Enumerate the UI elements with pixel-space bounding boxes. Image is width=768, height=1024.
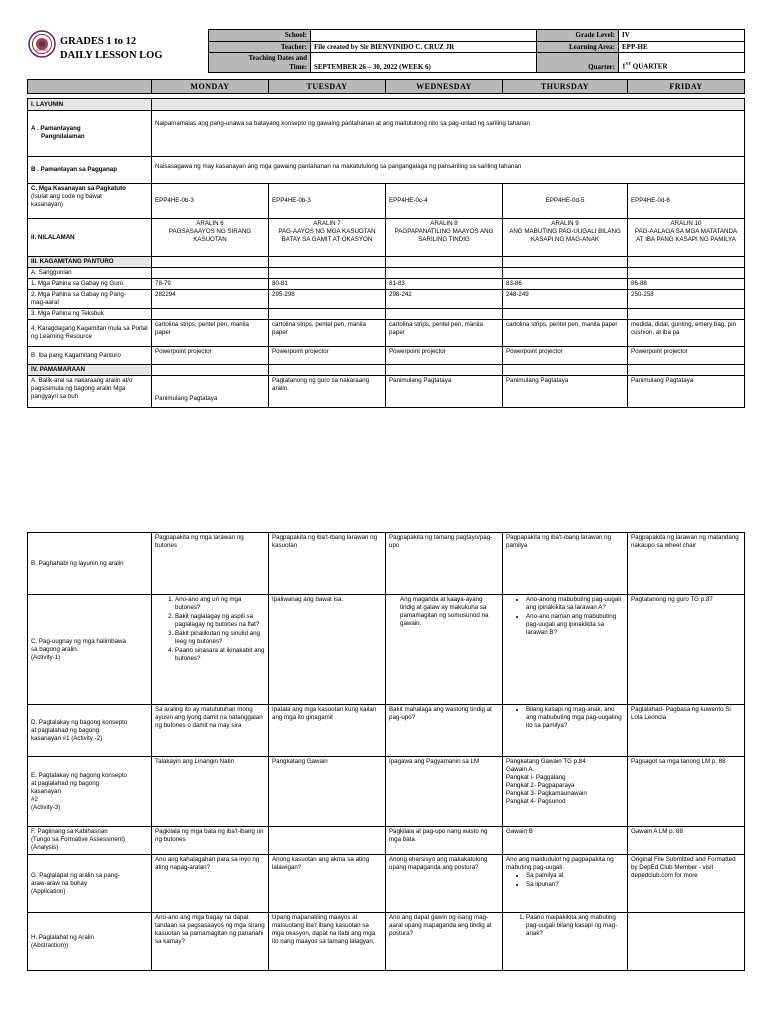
gabay-magaaral-label-line1: 2. Mga Pahina sa Gabay ng Pang-: [31, 291, 126, 298]
pagtalakay-1-label-line2: at paglalahad ng bagong: [31, 726, 100, 734]
sanggunian-label: A. Sanggunian: [28, 268, 152, 279]
list-item: Pangkatang Gawain TG p.84: [506, 758, 586, 765]
teksbuk-friday: [628, 309, 745, 320]
pag-uugnay-tuesday: Ipaliwanag ang bawat isa.: [269, 595, 386, 705]
aralin-thursday: ARALIN 9 ANG MABUTING PAG-UUGALI BILANG KASAPI NG MAG-ANAK: [503, 219, 628, 257]
list-item: Pangkat 3- Pagkamaunawain: [506, 790, 587, 797]
aralin-monday: ARALIN 6 PAGSASAAYOS NG SIRANG KASUOTAN: [152, 219, 269, 257]
teaching-dates-label-line2: Time:: [289, 62, 307, 71]
iba-kagamitan-tuesday: Powerpoint projector: [269, 347, 386, 365]
pamantayan-pagganap-label: B . Pamantayan sa Pagganap: [28, 157, 152, 184]
list-item: 4. Paano sinasara at ikinakabit ang butones?: [175, 647, 265, 663]
pagtalakay-1-thursday-list: [506, 706, 624, 730]
pagtalakay-2-friday: Pagsagot sa mga tanong LM p. 88: [628, 757, 745, 827]
pamamaraan-tuesday: [269, 365, 386, 376]
gabay-magaaral-label: [28, 290, 152, 309]
quarter-value: [619, 53, 745, 73]
paghahabi-monday: Pagpapakita ng mga larawan ng butones: [152, 533, 269, 595]
pamantayang-pangnilalaman-text: Naipamamalas ang pang-unawa sa batayang konsepto ng gawaing pantahanan at ang maitutulong nito sa pag-unlad ng sariling tahanan: [152, 111, 745, 157]
aralin-friday: ARALIN 10 PAG-AALAGA SA MGA MATATANDA AT IBA PANG KASAPI NG PAMILYA: [628, 219, 745, 257]
day-wednesday: WEDNESDAY: [386, 80, 503, 94]
paglalahat-tuesday: Upang mapanatiling maayos at malsuotang iba't ibang kasuotan sa mga okasyon, dapat na itabi ang mga ito nang maayos sa tamang lalagyan,: [269, 913, 386, 971]
pamamaraan-monday: [152, 365, 269, 376]
list-item: Pangkat I- Paggalang: [506, 774, 566, 781]
pag-uugnay-label: [28, 595, 152, 705]
pamamaraan-wednesday: [386, 365, 503, 376]
paglinang-wednesday: Pagkilala at pag-upo nang wasto ng mga bata: [386, 827, 503, 855]
pagtalakay-2-label-line4: #2: [31, 795, 38, 803]
gabay-guro-label: 1. Mga Pahina sa Gabay ng Guro: [28, 279, 152, 290]
pag-uugnay-label-line1: C. Pag-uugnay ng mga halimbawa: [31, 637, 126, 645]
gabay-magaaral-thursday: 248-249: [503, 290, 628, 309]
paghahabi-friday: Pagpapakita ng larawan ng matandang nakaupo sa wheel chair: [628, 533, 745, 595]
list-item: • Sa pamilya at: [526, 872, 624, 880]
quarter-label: Quarter:: [537, 53, 619, 73]
paglalahat-label: [28, 913, 152, 971]
iba-kagamitan-thursday: Powerpoint projector: [503, 347, 628, 365]
kasanayan-label-line2: (Isulat ang code ng bawat: [31, 193, 102, 200]
kagamitan-label: III. KAGAMITANG PANTURO: [28, 257, 152, 268]
quarter-text: QUARTER: [631, 62, 668, 71]
quarter-suffix: ST: [625, 61, 632, 67]
iba-kagamitan-friday: Powerpoint projector: [628, 347, 745, 365]
teksbuk-thursday: [503, 309, 628, 320]
paghahabi-label: B. Paghahabi ng layunin ng aralin: [28, 533, 152, 595]
layunin-cell: [152, 99, 745, 111]
gabay-guro-friday: 86-88: [628, 279, 745, 290]
paglinang-label-line2: (Tungo sa Formative Assessment): [31, 836, 125, 843]
aralin-tuesday: ARALIN 7 PAG-AAYOS NG MGA KASUOTAN BATAY SA GAMIT AT OKASYON: [269, 219, 386, 257]
karagdagang-thursday: cartolina strips, pentel pen, manila paper: [503, 320, 628, 347]
paglalapat-monday: Ano ang kahalagahan para sa inyo ng ating napag-aralan?: [152, 855, 269, 913]
paglinang-label-line1: F. Paglinang sa Kabihasnan: [31, 828, 108, 835]
learning-area-label: Learning Area:: [537, 41, 619, 53]
list-item: • Ano-anong mabubuting pag-uugali ang ipinakikita sa larawan A?: [526, 596, 624, 612]
paglalapat-label: [28, 855, 152, 913]
kagamitan-friday: [628, 257, 745, 268]
pag-uugnay-monday-list: [155, 596, 265, 663]
code-monday: EPP4HE-0b-3: [152, 184, 269, 219]
pagtalakay-1-thursday: [503, 705, 628, 757]
list-item: • Sa lipunan?: [526, 881, 624, 889]
pagtalakay-1-friday: Paglalahad- Pagbasa ng kuwento Si Lola Leoncia: [628, 705, 745, 757]
paglalapat-friday: Original File Submitted and Formatted by DepEd Club Member - visit depedclub.com for more: [628, 855, 745, 913]
iba-kagamitan-wednesday: Powerpoint projector: [386, 347, 503, 365]
code-tuesday: EPP4HE-0b-3: [269, 184, 386, 219]
days-header-row: [28, 80, 745, 94]
teksbuk-monday: [152, 309, 269, 320]
pagtalakay-2-label-line5: (Activity-3): [31, 803, 61, 811]
paglalapat-thursday: [503, 855, 628, 913]
list-item: Pangkat 4- Pagsunod: [506, 798, 566, 805]
balik-aral-label: A. Balik-aral sa nakaraang aralin at/o pagsisimula ng bagong aralin Mga pangyayri sa buh: [28, 376, 152, 408]
gabay-guro-thursday: 83-86: [503, 279, 628, 290]
teaching-dates-label-line1: Teaching Dates and: [248, 54, 307, 62]
teksbuk-wednesday: [386, 309, 503, 320]
pag-uugnay-wednesday: Ang maganda at kaaya-ayang tindig at galaw ay makukuha sa pamamagitan ng sumusunod na gawain.: [386, 595, 503, 705]
iba-kagamitan-monday: Powerpoint projector: [152, 347, 269, 365]
kasanayan-label-line1: C. Mga Kasanayan sa Pagkatuto: [31, 185, 126, 192]
pamamaraan-friday: [628, 365, 745, 376]
paglalahat-monday: Ano-ano ang mga bagay na dapat tandaan sa pagsasaayos ng mga sirang kasuotan sa pamamagitan ng pananahi sa kamay?: [152, 913, 269, 971]
pagtalakay-1-label-line1: D. Pagtalakay ng bagong konsepto: [31, 718, 128, 726]
paglalahat-thursday: [503, 913, 628, 971]
code-wednesday: EPP4HE-0c-4: [386, 184, 503, 219]
paghahabi-wednesday: Pagpapakita ng tamang pagtayo/pag-upo: [386, 533, 503, 595]
pag-uugnay-monday: [152, 595, 269, 705]
teaching-dates-label: [209, 53, 311, 73]
aralin-wednesday: ARALIN 8 PAGPAPANATILING MAAYOS ANG SARILING TINDIG: [386, 219, 503, 257]
paglalahat-thursday-list: [506, 914, 624, 938]
gabay-guro-wednesday: 81-83: [386, 279, 503, 290]
paglinang-label-line3: (Analysis): [31, 844, 59, 851]
lesson-log-table-part2: [27, 532, 745, 971]
list-item: 1. Paano maipakikita ang mabuting pag-uugali bilang kasapi ng mag-anak?: [526, 914, 624, 938]
kagamitan-monday: [152, 257, 269, 268]
paghahabi-tuesday: Pagpapakita ng iba't-ibang larawan ng kasuotan: [269, 533, 386, 595]
teacher-value: File created by Sir BIENVINIDO C. CRUZ JR: [311, 41, 537, 53]
day-friday: FRIDAY: [628, 80, 745, 94]
grade-level-label: Grade Level:: [537, 30, 619, 42]
paglinang-thursday: Gawain B: [503, 827, 628, 855]
list-item: 3. Bakit pinaiikutan ng sinulid ang leeg ng butones?: [175, 630, 265, 646]
pagtalakay-2-wednesday: Ipagawa ang Pagyamanin sa LM: [386, 757, 503, 827]
sanggunian-friday: [628, 268, 745, 279]
balik-aral-friday: Panimulang Pagtataya: [628, 376, 745, 408]
pagtalakay-2-thursday: [503, 757, 628, 827]
grade-level-value: IV: [619, 30, 745, 42]
pagtalakay-2-label-line2: at paglalahad ng bagong: [31, 779, 100, 787]
pagtalakay-1-wednesday: Bakit mahalaga ang wastong tindig at pag-upo?: [386, 705, 503, 757]
iba-kagamitan-label: B. Iba pang Kagamitang Panturo: [28, 347, 152, 365]
paglalapat-tuesday: Anong kasuotan ang akma sa ating lalawigan?: [269, 855, 386, 913]
karagdagang-monday: cartolina strips, pentel pen, manila paper: [152, 320, 269, 347]
paglinang-tuesday: [269, 827, 386, 855]
pag-uugnay-label-line3: (Activity-1): [31, 653, 61, 661]
paglinang-monday: Pagkilala ng mga bata ng iba't-ibang uri ng butones: [152, 827, 269, 855]
header-info-table: [208, 29, 745, 73]
day-tuesday: TUESDAY: [269, 80, 386, 94]
list-item: Gawain A.: [506, 766, 535, 773]
sanggunian-tuesday: [269, 268, 386, 279]
pagtalakay-1-label-line3: kasanayan #1 (Activity -2): [31, 734, 103, 742]
paghahabi-thursday: Pagpapakita ng iba't-ibang larawan ng pamilya: [503, 533, 628, 595]
list-item: Pangkat 2- Pagpaparaya: [506, 782, 575, 789]
teacher-label: Teacher:: [209, 41, 311, 53]
teaching-dates-value: SEPTEMBER 26 – 30, 2022 (WEEK 6): [311, 53, 537, 73]
balik-aral-thursday: Panimulang Pagtataya: [503, 376, 628, 408]
pamamaraan-label: IV. PAMAMARAAN: [28, 365, 152, 376]
gabay-magaaral-friday: 250-258: [628, 290, 745, 309]
karagdagang-label: 4. Karagdagang Kagamitan mula sa Portal ng Learning Resource: [28, 320, 152, 347]
list-item: • Ano-ano naman ang mabubuting pag-uugali ang ipinakikita sa larawan B?: [526, 613, 624, 637]
pamantayang-pangnilalaman-label: [28, 111, 152, 157]
paglalapat-wednesday: Anong ehersisyo ang makakatulong upang mapaganda ang postura?: [386, 855, 503, 913]
pamantayang-label-line1: A . Pamantayang: [31, 125, 81, 132]
list-item: • Bilang kasapi ng mag-anak, ano ang mabubuting mga pag-uugaling ito sa pamilya?: [526, 706, 624, 730]
code-friday: EPP4HE-0d-6: [628, 184, 745, 219]
quarter-number: 1: [622, 62, 626, 71]
balik-aral-tuesday: Pagtatanong ng guro sa nakaraang aralin.: [269, 376, 386, 408]
form-title-daily-lesson-log: DAILY LESSON LOG: [60, 50, 163, 61]
gabay-guro-tuesday: 80-81: [269, 279, 386, 290]
kagamitan-thursday: [503, 257, 628, 268]
pagtalakay-1-monday: Sa araling ito ay matututuhan mong ayusin ang iyong damit na natanggalan ng butones o damit na may sira: [152, 705, 269, 757]
kagamitan-wednesday: [386, 257, 503, 268]
pagtalakay-2-label-line1: E. Pagtalakay ng bagong konsepto: [31, 771, 127, 779]
pagtalakay-2-tuesday: Pangkatang Gawain: [269, 757, 386, 827]
pag-uugnay-label-line2: sa bagong aralin.: [31, 645, 79, 653]
pagtalakay-2-monday: Talakayin ang Linangin Natin: [152, 757, 269, 827]
kasanayan-label-line3: kasanayan): [31, 201, 63, 208]
pag-uugnay-friday: Pagtatanong ng guro TG p.87: [628, 595, 745, 705]
paglinang-label: [28, 827, 152, 855]
karagdagang-wednesday: cartolina strips, pentel pen, manila paper: [386, 320, 503, 347]
code-thursday: EPP4HE-0d-5: [503, 184, 628, 219]
paglalapat-thursday-list: [506, 872, 624, 889]
paglalahat-friday: [628, 913, 745, 971]
pagtalakay-1-tuesday: Ipatala ang mga kasuotan kung kailan ang mga ito ginagamit: [269, 705, 386, 757]
pagtalakay-2-label-line3: kasanayan: [31, 787, 61, 795]
teksbuk-tuesday: [269, 309, 386, 320]
school-label: School:: [209, 30, 311, 42]
paglalahat-label-line2: (Abstraction)): [31, 941, 69, 949]
pagtalakay-2-label: [28, 757, 152, 827]
learning-area-value: EPP-HE: [619, 41, 745, 53]
layunin-label: I. LAYUNIN: [28, 99, 152, 111]
pamantayang-label-line2: Pangnilalaman: [41, 133, 85, 140]
day-monday: MONDAY: [152, 80, 269, 94]
school-value: [311, 30, 537, 42]
pamamaraan-thursday: [503, 365, 628, 376]
sanggunian-monday: [152, 268, 269, 279]
kasanayan-label: [28, 184, 152, 219]
pamantayan-pagganap-text: Naisasagawa ng may kasanayan ang mga gawaing pantahanan na makatutulong sa pangangalaga ng pansariling sa sariling tahanan: [152, 157, 745, 184]
gabay-magaaral-monday: 282294: [152, 290, 269, 309]
balik-aral-wednesday: Panimulang Pagtataya: [386, 376, 503, 408]
deped-seal-logo: [28, 30, 56, 58]
karagdagang-friday: medida, didal, gunting, emery bag, pin cushion, at iba pa: [628, 320, 745, 347]
day-thursday: THURSDAY: [503, 80, 628, 94]
nilalaman-label: II. NILALAMAN: [28, 219, 152, 257]
sanggunian-thursday: [503, 268, 628, 279]
paglalapat-label-line3: (Application): [31, 887, 66, 895]
list-item: 2. Bakit naglalagay ng aspili sa paglalagay ng butones na flat?: [175, 613, 265, 629]
paglinang-friday: Gawain A LM p. 88: [628, 827, 745, 855]
lesson-log-table-part1: [27, 79, 745, 408]
gabay-magaaral-label-line2: mag-aaral: [31, 299, 59, 306]
teksbuk-label: 3. Mga Pahina ng Teksbuk: [28, 309, 152, 320]
gabay-magaaral-tuesday: 295-298: [269, 290, 386, 309]
paglalapat-label-line1: G. Paglalapat ng aralin sa pang-: [31, 871, 120, 879]
kagamitan-tuesday: [269, 257, 386, 268]
paglalahat-label-line1: H. Paglalahat ng Aralin: [31, 933, 94, 941]
pag-uugnay-thursday-list: [506, 596, 624, 637]
days-header-corner: [28, 80, 152, 94]
balik-aral-monday: Panimulang Pagtataya: [152, 376, 269, 408]
paglalapat-label-line2: araw-araw na buhay: [31, 879, 88, 887]
list-item: 1. Ano-ano ang uri ng mga butones?: [175, 596, 265, 612]
pagtalakay-1-label: [28, 705, 152, 757]
karagdagang-tuesday: cartolina strips, pentel pen, manila paper: [269, 320, 386, 347]
gabay-magaaral-wednesday: 298-242: [386, 290, 503, 309]
pag-uugnay-thursday: [503, 595, 628, 705]
sanggunian-wednesday: [386, 268, 503, 279]
form-title-grades: GRADES 1 to 12: [60, 36, 137, 47]
paglalapat-thursday-intro: Ano ang maidudulot ng pagpapakita ng mabuting pag-uugali:: [506, 856, 614, 871]
paglalahat-wednesday: Ano ang dapat gawin ng isang mag-aaral upang mapaganda ang tindig at postura?: [386, 913, 503, 971]
gabay-guro-monday: 78-79: [152, 279, 269, 290]
